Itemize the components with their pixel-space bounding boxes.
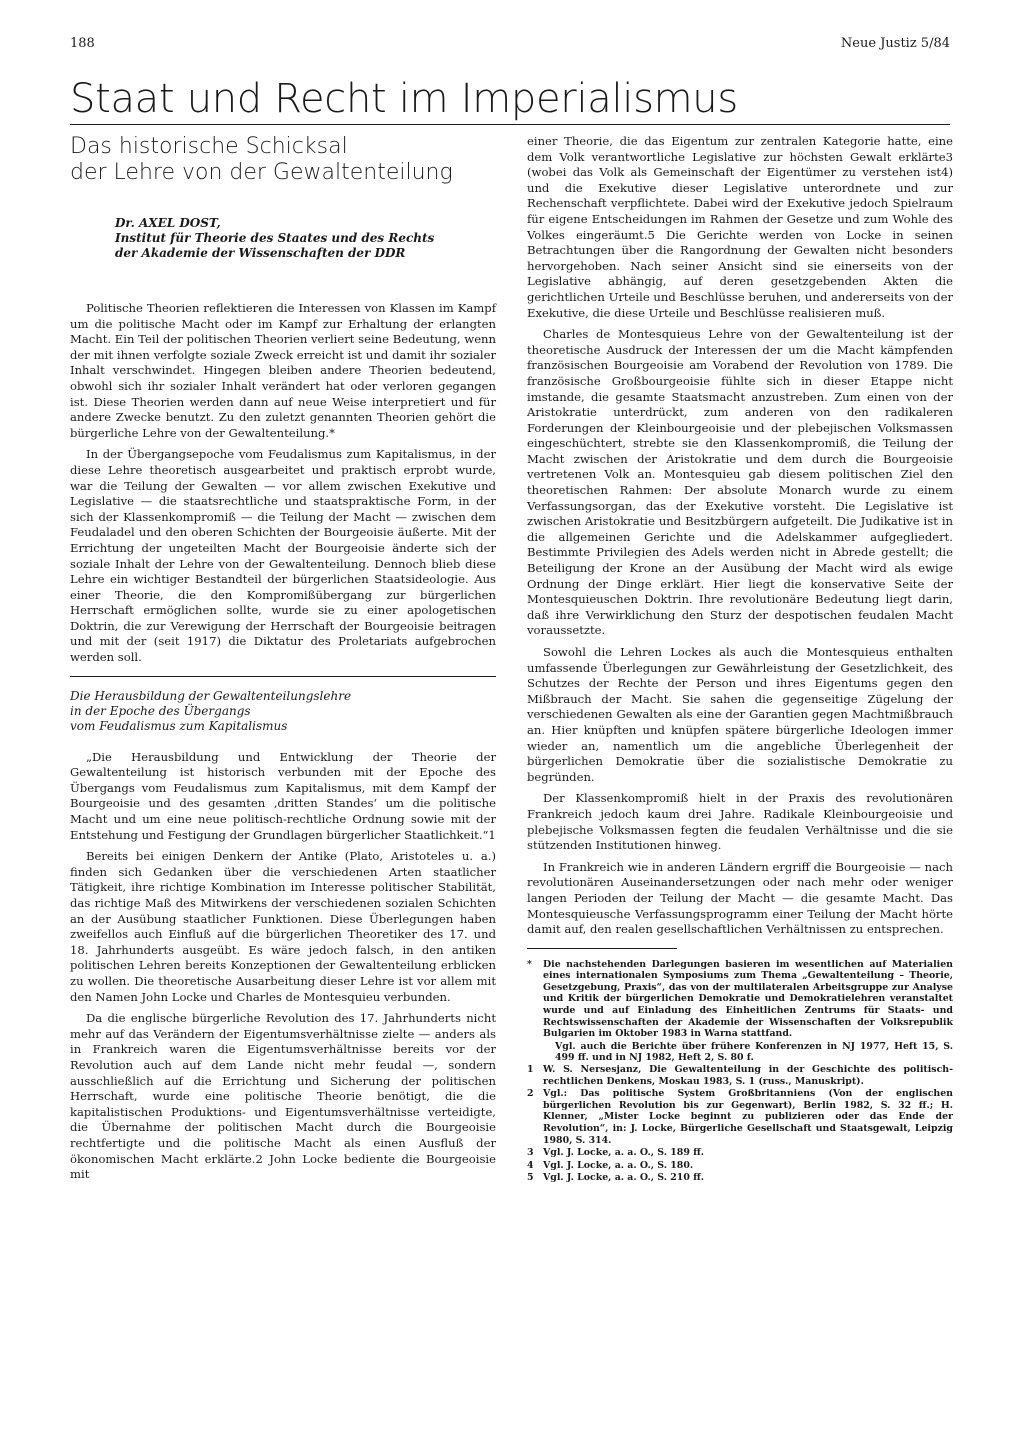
article-title-line: Das historische Schicksal [70,134,348,159]
footnote [527,959,953,1040]
author-name: Dr. AXEL DOST, [115,216,221,230]
footnotes [527,959,953,1184]
footnote [527,1172,953,1184]
body-paragraph: Sowohl die Lehren Lockes als auch die Montesquieus enthalten umfassende Überlegungen zur Gewährleistung der Gesetzlichkeit, des Schutzes der Rechte der Person und ihres Eigentums gegen den Mißbrauch der Macht. Sie sahen die gegenseitige Zügelung der verschiedenen Gewalten als eine der Garantien gegen Machtmißbrauch an. Hier knüpften und knüpfen spätere bürgerliche Ideologen immer wieder an, namentlich um die angebliche Überlegenheit der bürgerlichen Demokratie über die sozialistische Demokratie zu begründen. [527,645,953,784]
footnote-text: Vgl.: Das politische System Großbritanniens (Von der englischen bürgerlichen Revolution bis zur Gegenwart), Berlin 1982, S. 32 ff.; H. Klenner, „Mister Locke beginnt zu publizieren oder das Ende der Revolution“, in: J. Locke, Bürgerliche Gesellschaft und Staatsgewalt, Leipzig 1980, S. 314. [543,1088,953,1146]
right-column [527,134,953,1185]
footnote-mark: * [527,958,532,970]
body-paragraph: einer Theorie, die das Eigentum zur zentralen Kategorie hatte, eine dem Volk verantwortliche Legislative zur höchsten Gewalt erklärte3 (wobei das Volk als Gemeinschaft der Eigentümer zu verstehen ist4) und die Exekutive dieser Legislative unterordnete und zur Rechenschaft verpflichtete. Dabei wird der Exekutive jedoch Spielraum für eigene Entscheidungen im Rahmen der Gesetze und zum Wohle des Volkes eingeräumt.5 Die Gerichte werden von Locke in seinen Betrachtungen über die Rangordnung der Gewalten nicht besonders hervorgehoben. Nach seiner Ansicht sind sie einerseits von der Legislative abhängig, auf deren gesetzgebenden Akten die gerichtlichen Urteile und Beschlüsse beruhen, und andererseits von der Exekutive, die diese Urteile und Beschlüsse realisieren muß. [527,134,953,320]
footnote-mark: 3 [527,1147,534,1159]
footnote-mark: 2 [527,1088,534,1100]
journal-issue: Neue Justiz 5/84 [840,36,950,51]
subheading-line: Die Herausbildung der Gewaltenteilungslehre [70,688,352,703]
header-rule [70,124,950,125]
footnote [527,1064,953,1087]
footnote [527,1088,953,1146]
footnote [527,1147,953,1159]
footnote-text: Vgl. J. Locke, a. a. O., S. 210 ff. [543,1172,705,1184]
footnote-mark: 1 [527,1064,534,1076]
body-paragraph: „Die Herausbildung und Entwicklung der Theorie der Gewaltenteilung ist historisch verbunden mit der Epoche des Übergangs vom Feudalismus zum Kapitalismus, mit dem Kampf der Bourgeoisie und des gesamten ‚dritten Standes‘ um die politische Macht und um eine neue politisch-rechtliche Ordnung sowie mit der Entstehung und Festigung der Grundlagen bürgerlicher Staatlichkeit.“1 [70,749,496,842]
footnote-text: Vgl. J. Locke, a. a. O., S. 189 ff. [543,1147,705,1159]
footnote-mark: 5 [527,1172,534,1184]
subheading-line: vom Feudalismus zum Kapitalismus [70,718,288,733]
body-paragraph: Bereits bei einigen Denkern der Antike (Plato, Aristoteles u. a.) finden sich Gedanken über die verschiedenen Arten staatlicher Tätigkeit, ihre richtige Kombination im Interesse politischer Stabilität, das richtige Maß des Mitwirkens der verschiedenen sozialen Schichten an der Ausübung staatlicher Funktionen. Diese Überlegungen haben zweifellos auch Einfluß auf die bürgerlichen Theoretiker des 17. und 18. Jahrhunderts ausgeübt. Es wäre jedoch falsch, in den antiken politischen Lehren bereits Konzeptionen der Gewaltenteilung erblicken zu wollen. Die theoretische Ausarbeitung dieser Lehre ist vor allem mit den Namen John Locke und Charles de Montesquieu verbunden. [70,849,496,1004]
body-paragraph: Charles de Montesquieus Lehre von der Gewaltenteilung ist der theoretische Ausdruck der Interessen der um die Macht kämpfenden französischen Bourgeoisie am Vorabend der Revolution von 1789. Die französische Großbourgeoisie fühlte sich in dieser Etappe nicht imstande, die gesamte Staatsmacht anzustreben. Zum einen von der Aristokratie unterdrückt, zum anderen von den radikaleren Forderungen der Kleinbourgeoisie und der plebejischen Volksmassen eingeschüchtert, strebte sie den Klassenkompromiß, die Teilung der Macht zwischen der Aristokratie und dem durch die Bourgeoisie vertretenen Volk an. Montesquieu gab diesem politischen Ziel den theoretischen Rahmen: Der absolute Monarch wurde zu einem Verfassungsorgan, das der Exekutive vorsteht. Die Legislative ist zwischen Aristokratie und Besitzbürgern aufgeteilt. Die Judikative ist in die allgemeinen Gerichte und die Adelskammer aufgegliedert. Bestimmte Privilegien des Adels werden nicht in Abrede gestellt; die Beteiligung der Krone an der Ausübung der Macht wird als ewige Ordnung der Dinge erklärt. Hier liegt die konservative Seite der Montesquieuschen Doktrin. Ihre revolutionäre Bedeutung liegt darin, daß ihre Verwirklichung den Sturz der despotischen feudalen Macht voraussetzte. [527,327,953,638]
footnote-continuation: Vgl. auch die Berichte über frühere Konferenzen in NJ 1977, Heft 15, S. 499 ff. und in NJ 1982, Heft 2, S. 80 f. [555,1040,953,1064]
section-title: Staat und Recht im Imperialismus [70,76,738,122]
subheading-line: in der Epoche des Übergangs [70,703,251,718]
footnote-rule [527,948,677,949]
footnote-text: Die nachstehenden Darlegungen basieren im wesentlichen auf Materialien eines internationalen Symposiums zum Thema „Gewaltenteilung – Theorie, Gesetzgebung, Praxis“, das von der multilateralen Arbeitsgruppe zur Analyse und Kritik der bürgerlichen Demokratie und Demokratielehren veranstaltet wurde und auf Einladung des Einheitlichen Zentrums für Staats- und Rechtswissenschaften der Akademie der Wissenschaften der Volksrepublik Bulgarien im Oktober 1983 in Warna stattfand. [543,958,953,1040]
footnote [527,1160,953,1172]
body-paragraph: Der Klassenkompromiß hielt in der Praxis des revolutionären Frankreich jedoch kaum drei Jahre. Radikale Kleinbourgeoisie und plebejische Volksmassen fegten die feudalen Verhältnisse und die sie stützenden Institutionen hinweg. [527,791,953,853]
author-affiliation: Institut für Theorie des Staates und des Rechts [115,231,435,245]
section-divider [70,676,496,677]
body-paragraph: In der Übergangsepoche vom Feudalismus zum Kapitalismus, in der diese Lehre theoretisch ausgearbeitet und praktisch erprobt wurde, war die Teilung der Gewalten — vor allem zwischen Exekutive und Legislative — die staatsrechtliche und staatspraktische Form, in der sich der Klassenkompromiß — die Teilung der Macht — zwischen dem Feudaladel und den oberen Schichten der Bourgeoisie äußerte. Mit der Errichtung der ungeteilten Macht der Bourgeoisie änderte sich der soziale Inhalt der Lehre von der Gewaltenteilung. Dennoch blieb diese Lehre ein wichtiger Bestandteil der bürgerlichen Staatsideologie. Aus einer Theorie, die den Kompromißübergang zur bürgerlichen Herrschaft ermöglichen sollte, wurde sie zu einer apologetischen Doktrin, die zur Verewigung der Herrschaft der Bourgeoisie beitragen und mit der (seit 1917) die Diktatur des Proletariats aufgebrochen werden soll. [70,447,496,665]
footnote-mark: 4 [527,1159,534,1171]
footnote-text: W. S. Nersesjanz, Die Gewaltenteilung in der Geschichte des politisch-rechtlichen Denkens, Moskau 1983, S. 1 (russ., Manuskript). [543,1064,953,1087]
footnote-text: Vgl. J. Locke, a. a. O., S. 180. [543,1159,694,1171]
author-affiliation: der Akademie der Wissenschaften der DDR [115,246,406,260]
body-paragraph: Da die englische bürgerliche Revolution des 17. Jahrhunderts nicht mehr auf das Verändern der Eigentumsverhältnisse zielte — anders als in Frankreich waren die Eigentumsverhältnisse bereits vor der Revolution auch auf dem Lande nicht mehr feudal —, sondern ausschließlich auf die Errichtung und Sicherung der politischen Herrschaft, wurde eine politische Theorie benötigt, die die kapitalistischen Produktions- und Eigentumsverhältnisse verteidigte, die Übernahme der politischen Macht durch die Bourgeoisie rechtfertigte und die politische Macht als einen Ausfluß der ökonomischen Macht erklärte.2 John Locke bediente die Bourgeoisie mit [70,1011,496,1182]
body-paragraph: In Frankreich wie in anderen Ländern ergriff die Bourgeoisie — nach revolutionären Auseinandersetzungen oder nach mehr oder weniger langen Perioden der Teilung der Macht — die gesamte Macht. Das Montesquieusche Verfassungsprogramm einer Teilung der Macht hörte damit auf, den realen gesellschaftlichen Verhältnissen zu entsprechen. [527,859,953,937]
left-column [70,134,496,1189]
article-title [70,134,496,186]
author-block [115,216,496,261]
article-title-line: der Lehre von der Gewaltenteilung [70,160,453,185]
subheading [70,689,496,734]
body-paragraph: Politische Theorien reflektieren die Interessen von Klassen im Kampf um die politische Macht oder im Kampf zur Erhaltung der erlangten Macht. Ein Teil der politischen Theorien verliert seine Bedeutung, wenn der mit ihnen verfolgte soziale Zweck erreicht ist und damit ihr sozialer Inhalt verschwindet. Hingegen bleiben andere Theorien bedeutend, obwohl sich ihr sozialer Inhalt verändert hat oder verloren gegangen ist. Diese Theorien werden dann auf neue Weise interpretiert und für andere Zwecke benutzt. Zu den zuletzt genannten Theorien gehört die bürgerliche Lehre von der Gewaltenteilung.* [70,301,496,440]
page-number: 188 [70,36,95,51]
